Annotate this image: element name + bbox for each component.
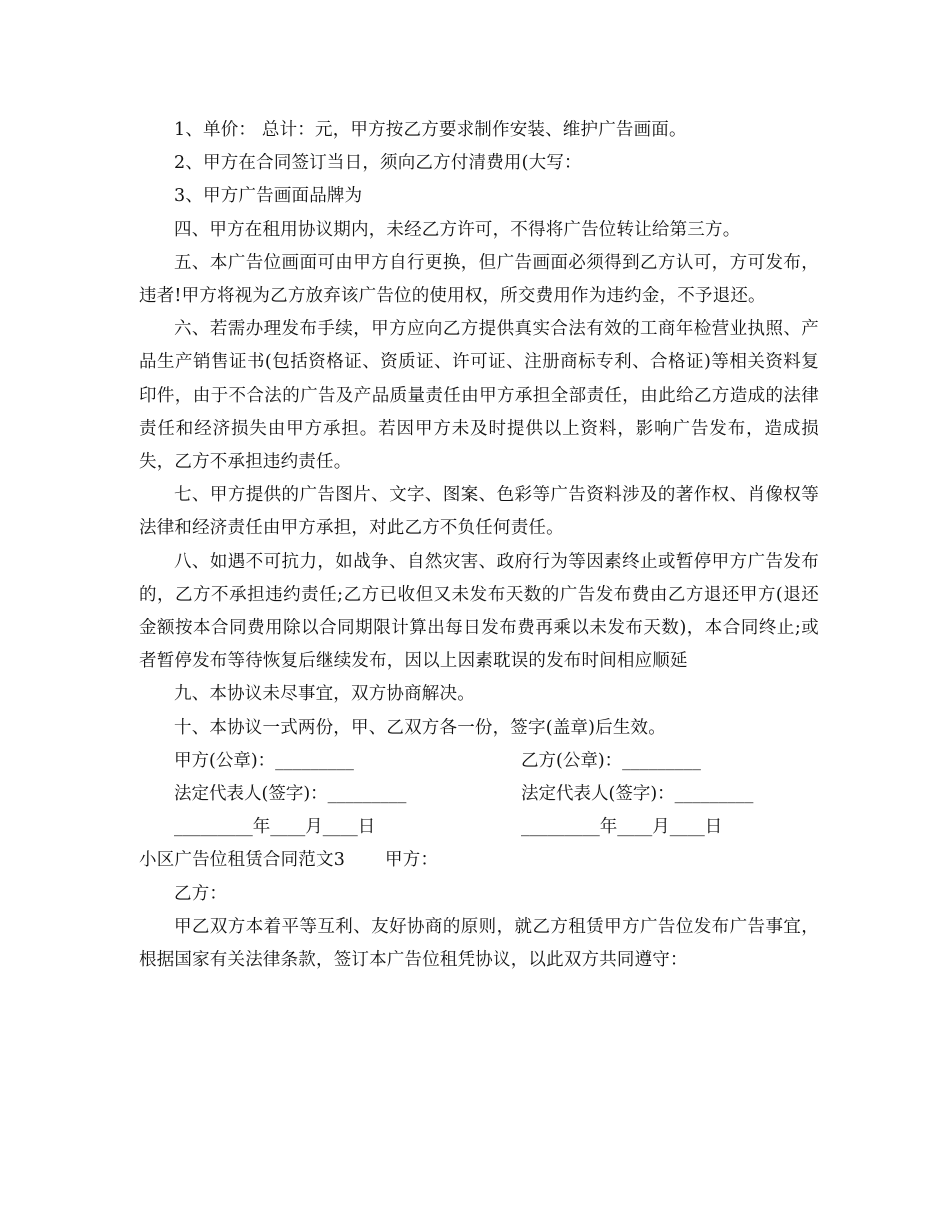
clause-unit-price: 1、单价： 总计：元，甲方按乙方要求制作安装、维护广告画面。 [174, 120, 687, 140]
party-b-seal: 乙方(公章)：_________ [521, 750, 701, 771]
clause-brand: 3、甲方广告画面品牌为 [174, 186, 363, 207]
signature-date-row [139, 811, 819, 844]
party-b-date: _________年____月____日 [521, 817, 723, 838]
signature-rep-row [139, 778, 819, 811]
next-contract-title: 小区广告位租赁合同范文3 [139, 850, 346, 871]
clause-nine: 九、本协议未尽事宜，双方协商解决。 [174, 684, 475, 705]
clause-ten: 十、本协议一式两份，甲、乙双方各一份，签字(盖章)后生效。 [174, 717, 666, 738]
clause-six: 六、若需办理发布手续，甲方应向乙方提供真实合法有效的工商年检营业执照、产品生产销售证书(包括资格证、资质证、许可证、注册商标专利、合格证)等相关资料复印件，由于不合法的广告及产品质量责任由甲方承担全部责任，由此给乙方造成的法律责任和经济损失由甲方承担。若因甲方未及时提供以上资料，影响广告发布，造成损失，乙方不承担违约责任。 [139, 319, 819, 473]
clause-eight: 八、如遇不可抗力，如战争、自然灾害、政府行为等因素终止或暂停甲方广告发布的，乙方不承担违约责任;乙方已收但又未发布天数的广告发布费由乙方退还甲方(退还金额按本合同费用除以合同期限计算出每日发布费再乘以未发布天数)，本合同终止;或者暂停发布等待恢复后继续发布，因以上因素耽误的发布时间相应顺延 [139, 551, 819, 672]
next-contract-heading [139, 844, 819, 877]
party-a-date: _________年____月____日 [174, 817, 376, 838]
next-contract-intro: 甲乙双方本着平等互利、友好协商的原则，就乙方租赁甲方广告位发布广告事宜，根据国家有关法律条款，签订本广告位租凭协议，以此双方共同遵守： [139, 916, 819, 971]
clause-five: 五、本广告位画面可由甲方自行更换，但广告画面必须得到乙方认可，方可发布，违者!甲方将视为乙方放弃该广告位的使用权，所交费用作为违约金，不予退还。 [139, 252, 819, 307]
next-party-b: 乙方： [174, 883, 228, 904]
party-b-rep: 法定代表人(签字)：_________ [521, 784, 754, 805]
party-a-seal: 甲方(公章)：_________ [174, 750, 354, 771]
clause-seven: 七、甲方提供的广告图片、文字、图案、色彩等广告资料涉及的著作权、肖像权等法律和经济责任由甲方承担，对此乙方不负任何责任。 [139, 485, 819, 539]
clause-payment: 2、甲方在合同签订当日，须向乙方付清费用(大写： [174, 153, 582, 174]
signature-seal-row [139, 745, 819, 778]
document-body [139, 114, 819, 977]
clause-four: 四、甲方在租用协议期内，未经乙方许可，不得将广告位转让给第三方。 [174, 219, 741, 240]
next-party-a: 甲方： [385, 850, 439, 871]
party-a-rep: 法定代表人(签字)：_________ [174, 784, 407, 805]
